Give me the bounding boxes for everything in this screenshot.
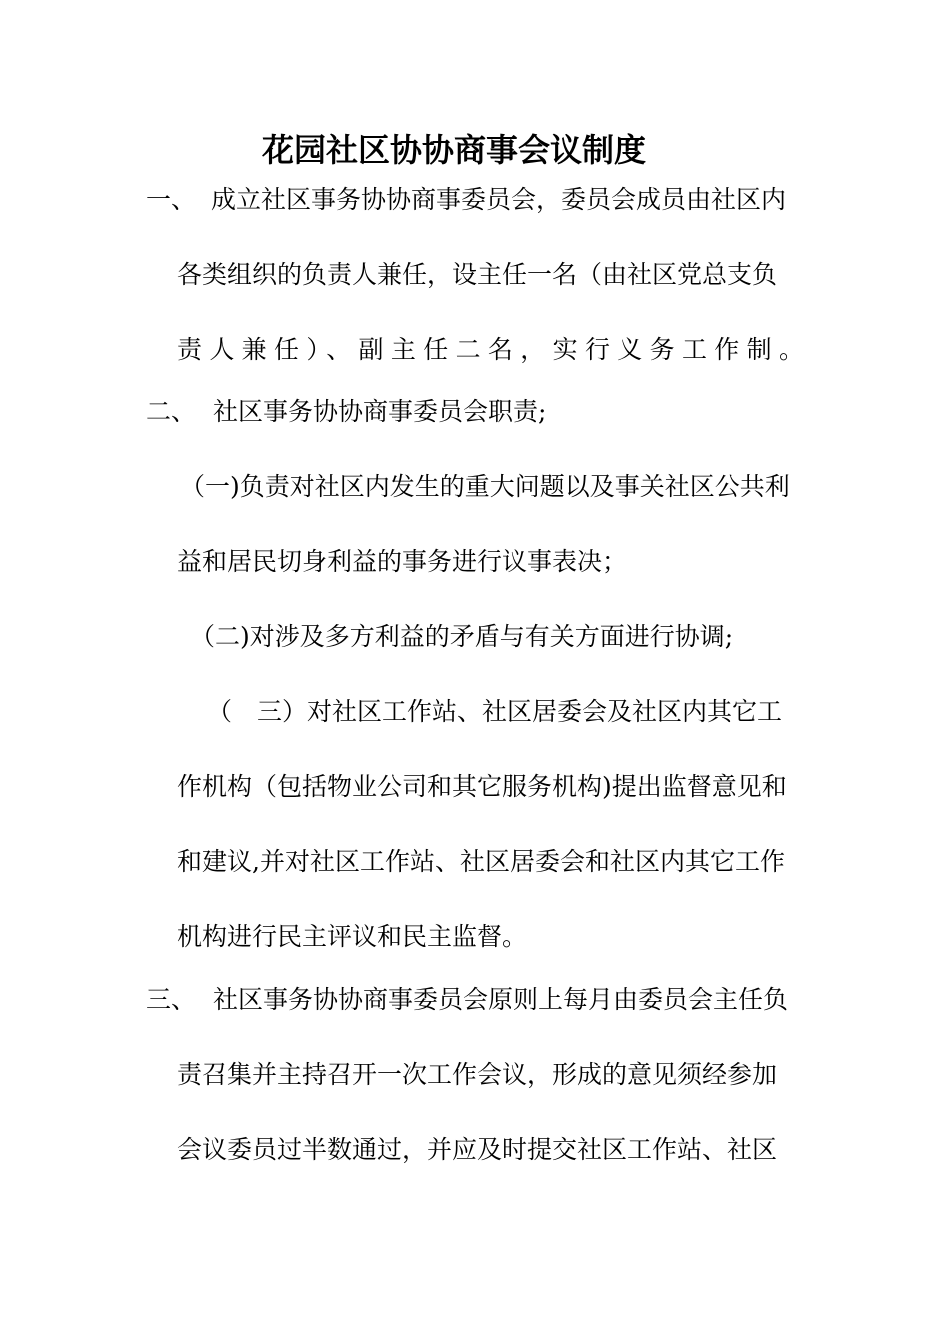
paragraph-line: 成立社区事务协协商事委员会，委员会成员由社区内 xyxy=(211,185,787,214)
list-item-line: （ 三）对社区工作站、社区居委会及社区内其它工 xyxy=(207,697,783,726)
document-title: 花园社区协协商事会议制度 xyxy=(261,131,646,169)
section-number: 三、 xyxy=(146,985,197,1014)
list-item-line: （一)负责对社区内发生的重大问题以及事关社区公共利 xyxy=(180,472,790,501)
list-item-line: （二)对涉及多方利益的矛盾与有关方面进行协调; xyxy=(190,622,734,651)
paragraph-line: 社区事务协协商事委员会原则上每月由委员会主任负 xyxy=(213,985,789,1014)
paragraph-line: 社区事务协协商事委员会职责; xyxy=(213,397,547,426)
list-item-line: 和建议,并对社区工作站、社区居委会和社区内其它工作 xyxy=(177,847,785,876)
paragraph-line: 会议委员过半数通过，并应及时提交社区工作站、社区 xyxy=(177,1135,778,1164)
paragraph-line: 各类组织的负责人兼任，设主任一名（由社区党总支负 xyxy=(177,260,778,289)
section-number: 二、 xyxy=(146,397,197,426)
list-item-line: 益和居民切身利益的事务进行议事表决； xyxy=(177,547,628,576)
paragraph-line: 责召集并主持召开一次工作会议，形成的意见须经参加 xyxy=(177,1060,778,1089)
list-item-line: 作机构（包括物业公司和其它服务机构)提出监督意见和 xyxy=(177,772,787,801)
section-number: 一、 xyxy=(146,185,197,214)
paragraph-line: 责人兼任）、副主任二名，实行义务工作制。 xyxy=(177,335,804,364)
list-item-line: 机构进行民主评议和民主监督。 xyxy=(177,922,528,951)
